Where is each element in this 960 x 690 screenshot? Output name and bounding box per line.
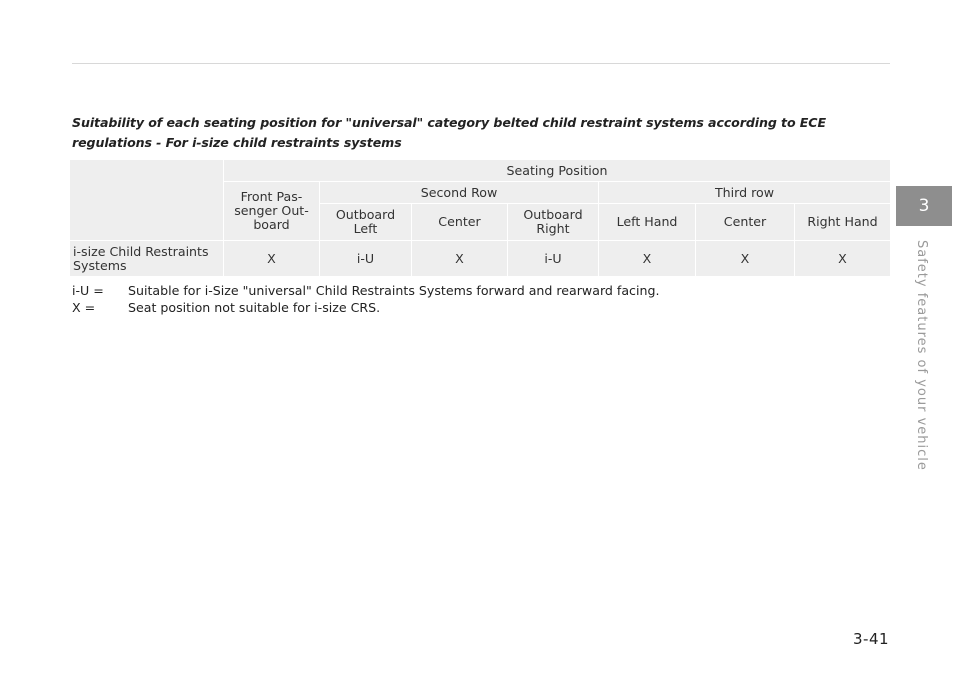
- legend-text: Suitable for i-Size "universal" Child Restraints Systems forward and rearward facing.: [128, 283, 660, 298]
- legend-key: X =: [72, 300, 96, 315]
- cell-third-right-hand: X: [795, 241, 890, 277]
- legend-text: Seat position not suitable for i-size CRS.: [128, 300, 381, 315]
- section-heading: [72, 113, 872, 153]
- cell-third-left-hand: X: [599, 241, 696, 277]
- row-label: i-size Child Restraints Systems: [70, 241, 224, 277]
- header-third-row: Third row: [599, 182, 890, 204]
- header-seating-position: Seating Position: [224, 160, 890, 182]
- header-left-hand: Left Hand: [599, 204, 696, 241]
- header-second-row: Second Row: [320, 182, 599, 204]
- legend-item: [72, 282, 659, 299]
- cell-second-center: X: [412, 241, 508, 277]
- legend-item: [72, 299, 659, 316]
- page-number: 3-41: [853, 630, 890, 648]
- top-rule: [72, 63, 890, 64]
- cell-second-outboard-left: i-U: [320, 241, 412, 277]
- table-row: [70, 241, 890, 277]
- chapter-tab: [896, 186, 952, 226]
- heading-line-1: Suitability of each seating position for "universal" category belted child restraint systems according to ECE: [72, 115, 826, 130]
- chapter-title: Safety features of your vehicle: [914, 240, 929, 471]
- legend-key: i-U =: [72, 283, 104, 298]
- legend: [72, 282, 659, 316]
- header-third-center: Center: [696, 204, 795, 241]
- empty-header-cell: [70, 160, 224, 241]
- cell-second-outboard-right: i-U: [508, 241, 599, 277]
- header-second-center: Center: [412, 204, 508, 241]
- header-outboard-left: Outboard Left: [320, 204, 412, 241]
- header-front-passenger-outboard: Front Pas-senger Out-board: [224, 182, 320, 241]
- header-outboard-right: Outboard Right: [508, 204, 599, 241]
- heading-line-2: regulations - For i-size child restraints systems: [72, 135, 402, 150]
- cell-front: X: [224, 241, 320, 277]
- header-right-hand: Right Hand: [795, 204, 890, 241]
- chapter-number: 3: [918, 196, 930, 216]
- cell-third-center: X: [696, 241, 795, 277]
- suitability-table: [70, 160, 890, 277]
